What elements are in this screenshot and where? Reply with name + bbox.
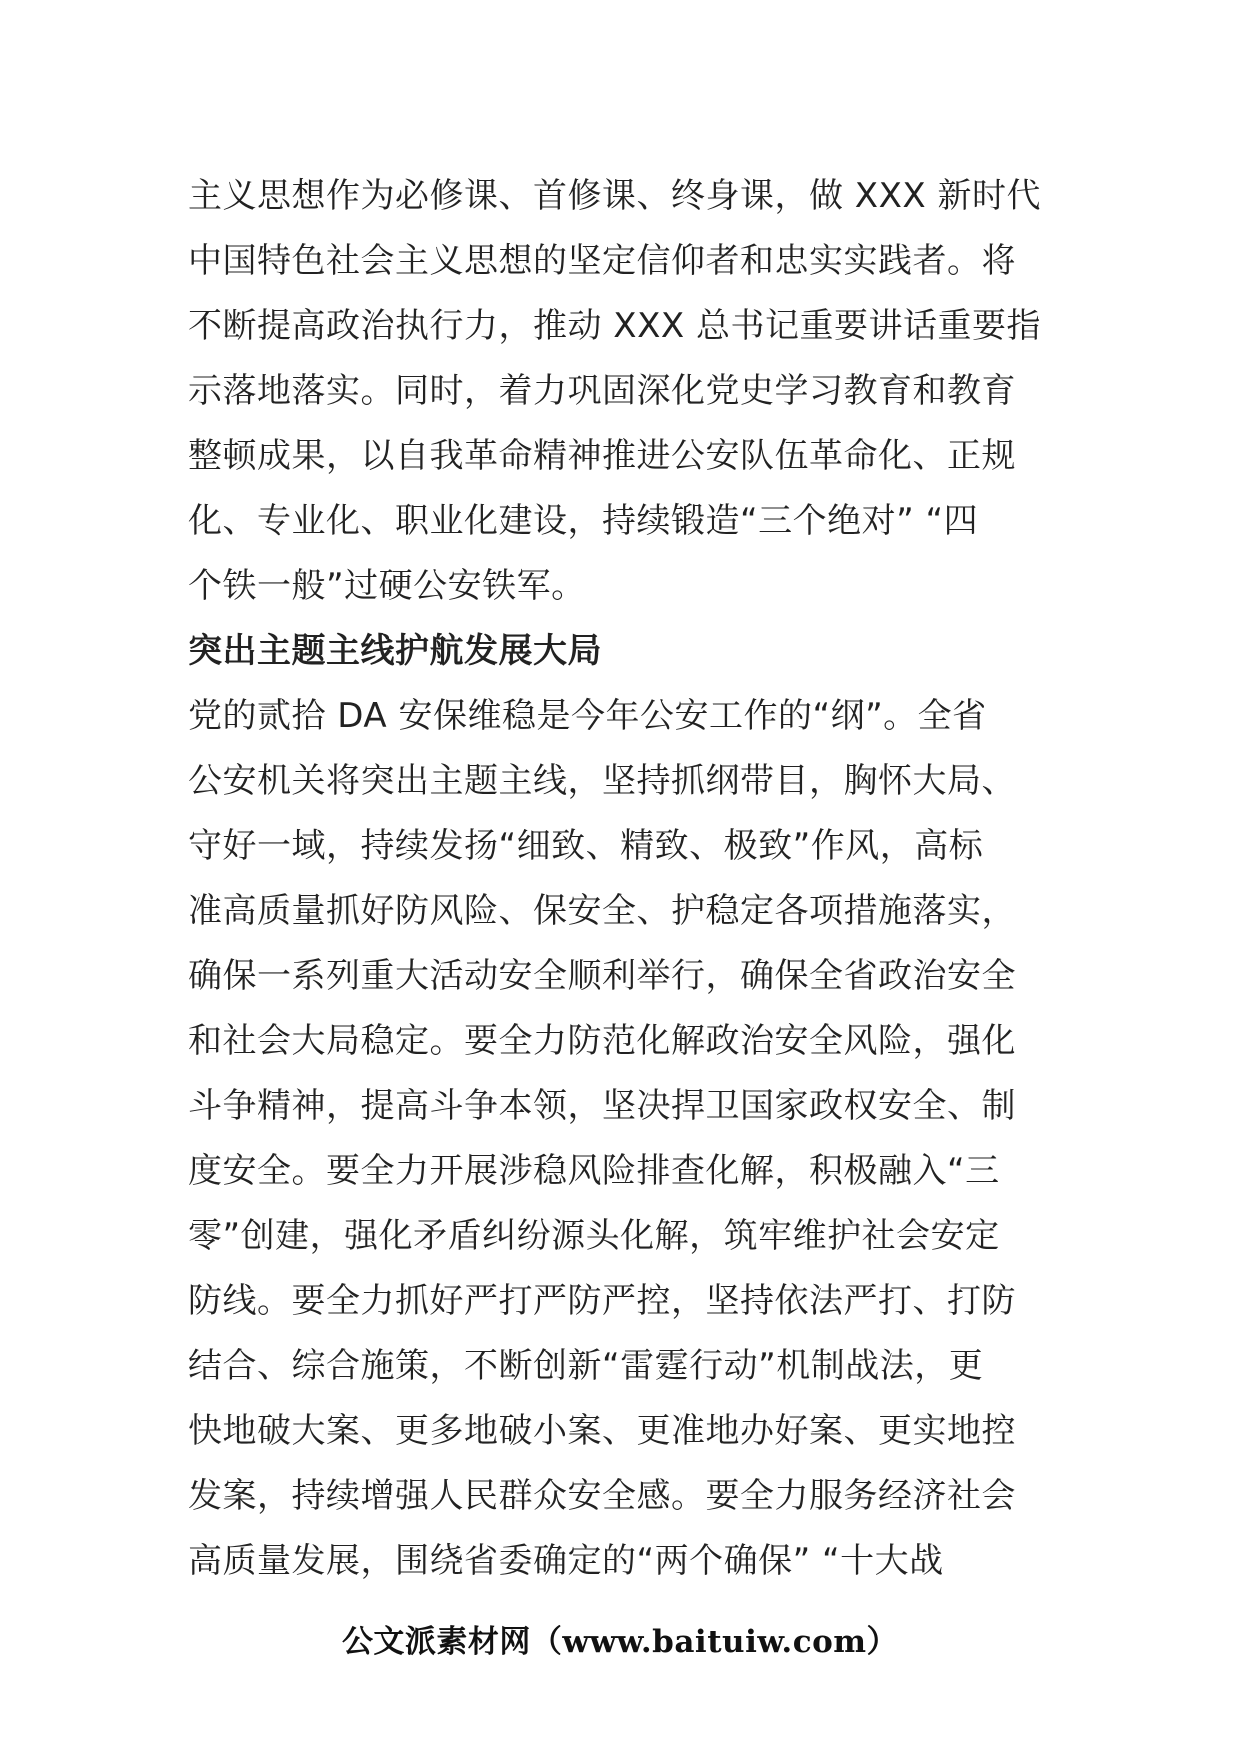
- body-line: 中国特色社会主义思想的坚定信仰者和忠实实践者。将: [188, 241, 1016, 281]
- body-line: 结合、综合施策，不断创新“雷霆行动”机制战法，更: [188, 1346, 984, 1386]
- body-line: 和社会大局稳定。要全力防范化解政治安全风险，强化: [188, 1021, 1016, 1061]
- body-line: 个铁一般”过硬公安铁军。: [188, 566, 586, 606]
- body-line: 零”创建，强化矛盾纠纷源头化解，筑牢维护社会安定: [188, 1216, 1000, 1256]
- body-line: 党的贰拾 DA 安保维稳是今年公安工作的“纲”。全省: [188, 696, 987, 736]
- body-line: 防线。要全力抓好严打严防严控，坚持依法严打、打防: [188, 1281, 1016, 1321]
- body-line: 不断提高政治执行力，推动 XXX 总书记重要讲话重要指: [188, 306, 1041, 346]
- body-line: 发案，持续增强人民群众安全感。要全力服务经济社会: [188, 1476, 1016, 1516]
- body-line: 公安机关将突出主题主线，坚持抓纲带目，胸怀大局、: [188, 761, 1016, 801]
- body-line: 主义思想作为必修课、首修课、终身课，做 XXX 新时代: [188, 176, 1041, 216]
- body-line: 度安全。要全力开展涉稳风险排查化解，积极融入“三: [188, 1151, 1000, 1191]
- body-line: 守好一域，持续发扬“细致、精致、极致”作风，高标: [188, 826, 984, 866]
- body-line: 确保一系列重大活动安全顺利举行，确保全省政治安全: [188, 956, 1016, 996]
- body-line: 斗争精神，提高斗争本领，坚决捍卫国家政权安全、制: [188, 1086, 1016, 1126]
- body-line: 快地破大案、更多地破小案、更准地办好案、更实地控: [188, 1411, 1016, 1451]
- body-line: 整顿成果，以自我革命精神推进公安队伍革命化、正规: [188, 436, 1016, 476]
- document-body: [188, 164, 1058, 1594]
- body-line: 高质量发展，围绕省委确定的“两个确保” “十大战: [188, 1541, 944, 1581]
- body-line: 准高质量抓好防风险、保安全、护稳定各项措施落实，: [188, 891, 1016, 931]
- body-line: 化、专业化、职业化建设，持续锻造“三个绝对” “四: [188, 501, 979, 541]
- footer-watermark: 公文派素材网（www.baituiw.com）: [341, 1624, 899, 1660]
- body-line: 示落地落实。同时，着力巩固深化党史学习教育和教育: [188, 371, 1016, 411]
- section-heading: 突出主题主线护航发展大局: [188, 631, 602, 671]
